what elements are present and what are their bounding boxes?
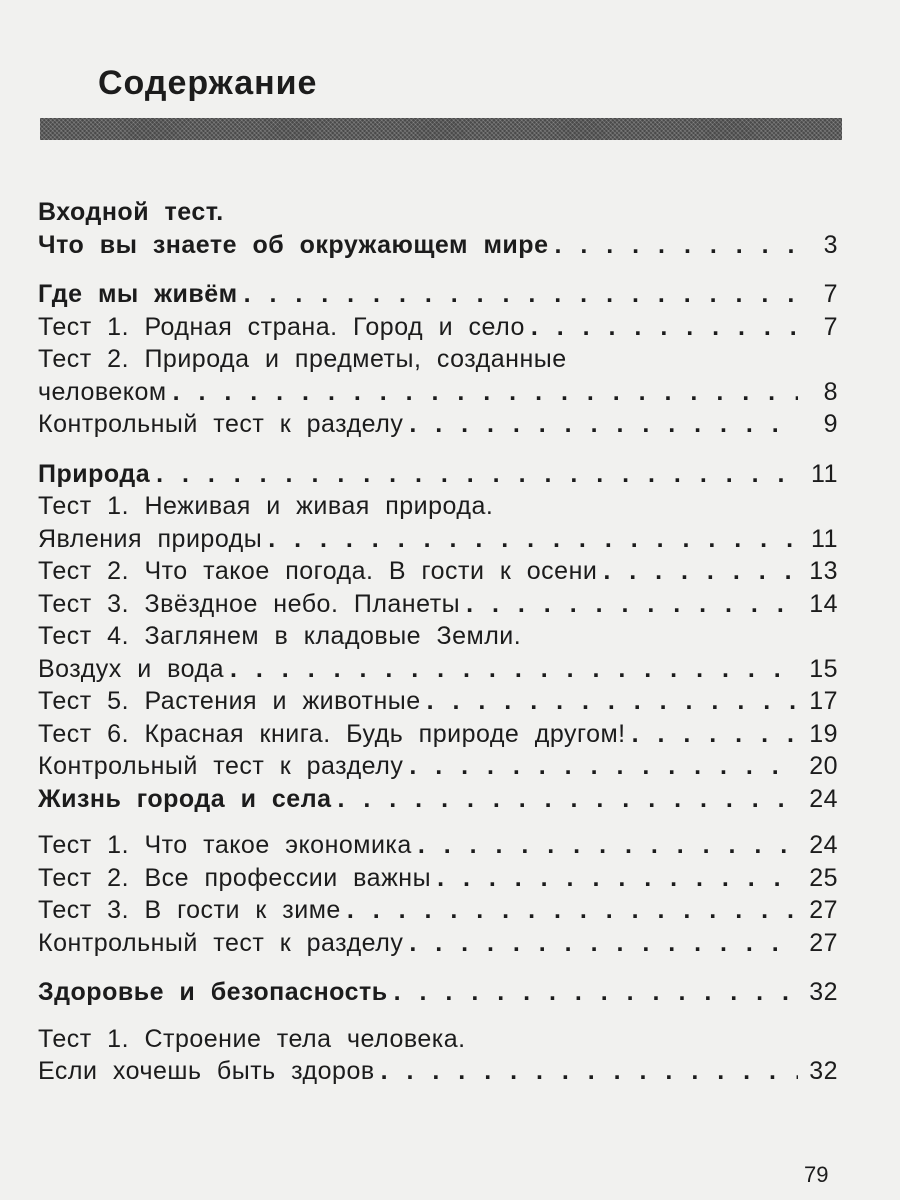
toc-entry-title: Тест 1. Что такое экономика: [38, 831, 412, 859]
page-title: Содержание: [98, 64, 318, 102]
toc-entry-title: Тест 3. В гости к зиме: [38, 896, 341, 924]
toc-entry-title: Природа: [38, 459, 151, 488]
toc-entry-title: Тест 6. Красная книга. Будь природе другом!: [38, 719, 626, 748]
toc-spacer: [38, 1009, 838, 1023]
toc-entry-title: Тест 4. Заглянем в кладовые Земли.: [38, 622, 522, 650]
toc-entry: [38, 490, 838, 523]
toc-dot-leader: [466, 588, 798, 621]
toc-entry-title: Что вы знаете об окружающем мире: [38, 230, 549, 259]
toc-entry: [38, 588, 838, 621]
toc-entry-title: Тест 1. Неживая и живая природа.: [38, 492, 494, 520]
toc-page-number: 7: [823, 280, 838, 308]
toc-dot-leader: [268, 523, 798, 556]
toc-dot-leader: [554, 229, 798, 262]
toc-entry: [38, 685, 838, 718]
toc-entry: [38, 555, 838, 588]
toc-dot-leader: [409, 927, 798, 960]
toc-dot-leader: [156, 458, 798, 491]
toc-page-number: 25: [809, 863, 838, 892]
toc-entry: [38, 1023, 838, 1056]
toc-entry-title: Контрольный тест к разделу: [38, 410, 404, 438]
toc-page-number: 24: [809, 831, 838, 859]
toc-page-number: 32: [809, 978, 838, 1006]
toc-entry: [38, 718, 838, 751]
toc-dot-leader: [409, 750, 798, 783]
toc-section-heading: [38, 278, 838, 311]
toc-page-number: 14: [809, 589, 838, 618]
toc-page-number: 9: [823, 410, 838, 438]
toc-entry: [38, 523, 838, 556]
toc-page-number: 27: [809, 928, 838, 957]
toc-entry: [38, 927, 838, 960]
toc-page-number: 13: [809, 557, 838, 585]
toc-entry-title: Тест 2. Природа и предметы, созданные: [38, 345, 567, 373]
toc-entry-title: Тест 2. Все профессии важны: [38, 863, 432, 892]
toc-dot-leader: [409, 408, 798, 441]
toc-entry-title: Явления природы: [38, 524, 263, 553]
toc-page-number: 27: [809, 896, 838, 924]
toc-entry: [38, 620, 838, 653]
toc-entry-title: Здоровье и безопасность: [38, 978, 388, 1006]
toc-page-number: 3: [823, 230, 838, 259]
toc-entry-title: Входной тест.: [38, 198, 224, 226]
toc-entry: [38, 829, 838, 862]
toc-dot-leader: [338, 783, 799, 816]
toc-entry-title: Воздух и вода: [38, 654, 225, 683]
toc-section-heading: [38, 458, 838, 491]
toc-spacer: [38, 959, 838, 976]
toc-dot-leader: [347, 894, 798, 927]
toc-dot-leader: [394, 976, 798, 1009]
toc-entry-title: Где мы живём: [38, 280, 238, 308]
toc-section-heading: [38, 196, 838, 229]
toc-page-number: 32: [809, 1057, 838, 1085]
toc-entry: [38, 376, 838, 409]
toc-dot-leader: [173, 376, 798, 409]
toc-dot-leader: [418, 829, 798, 862]
toc-dot-leader: [381, 1055, 798, 1088]
toc-page-number: 7: [823, 312, 838, 341]
toc-dot-leader: [427, 685, 798, 718]
toc-entry: [38, 894, 838, 927]
toc-dot-leader: [603, 555, 798, 588]
toc-entry: [38, 862, 838, 895]
toc-entry-title: Тест 1. Родная страна. Город и село: [38, 312, 525, 341]
toc-entry: [38, 408, 838, 441]
toc-entry: [38, 750, 838, 783]
toc-entry-title: Если хочешь быть здоров: [38, 1057, 375, 1085]
toc-page-number: 19: [809, 719, 838, 748]
table-of-contents: [38, 196, 838, 1088]
toc-page-number: 11: [811, 459, 838, 488]
toc-entry-title: Тест 1. Строение тела человека.: [38, 1024, 466, 1053]
toc-entry: [38, 343, 838, 376]
toc-dot-leader: [632, 718, 798, 751]
toc-section-heading: [38, 783, 838, 816]
toc-entry-title: Контрольный тест к разделу: [38, 928, 404, 957]
toc-entry: [38, 311, 838, 344]
toc-page-number: 20: [809, 752, 838, 780]
toc-page-number: 11: [811, 524, 838, 553]
toc-spacer: [38, 261, 838, 278]
toc-dot-leader: [244, 278, 798, 311]
toc-entry: [38, 653, 838, 686]
toc-entry-title: человеком: [38, 377, 167, 406]
toc-dot-leader: [437, 862, 798, 895]
toc-entry-title: Тест 5. Растения и животные: [38, 687, 421, 715]
toc-spacer: [38, 441, 838, 458]
toc-entry-title: Контрольный тест к разделу: [38, 752, 404, 780]
page-number: 79: [804, 1162, 829, 1187]
toc-page-number: 17: [809, 687, 838, 715]
toc-page-number: 24: [809, 784, 838, 813]
toc-entry: [38, 1055, 838, 1088]
toc-page-number: 8: [823, 377, 838, 406]
toc-section-heading: [38, 976, 838, 1009]
title-underline-bar: [40, 118, 842, 140]
toc-dot-leader: [531, 311, 798, 344]
toc-entry-title: Тест 3. Звёздное небо. Планеты: [38, 589, 461, 618]
toc-entry-title: Тест 2. Что такое погода. В гости к осени: [38, 557, 598, 585]
toc-section-heading: [38, 229, 838, 262]
toc-spacer: [38, 815, 838, 829]
toc-page-number: 15: [809, 654, 838, 683]
toc-dot-leader: [230, 653, 798, 686]
toc-entry-title: Жизнь города и села: [38, 784, 332, 813]
